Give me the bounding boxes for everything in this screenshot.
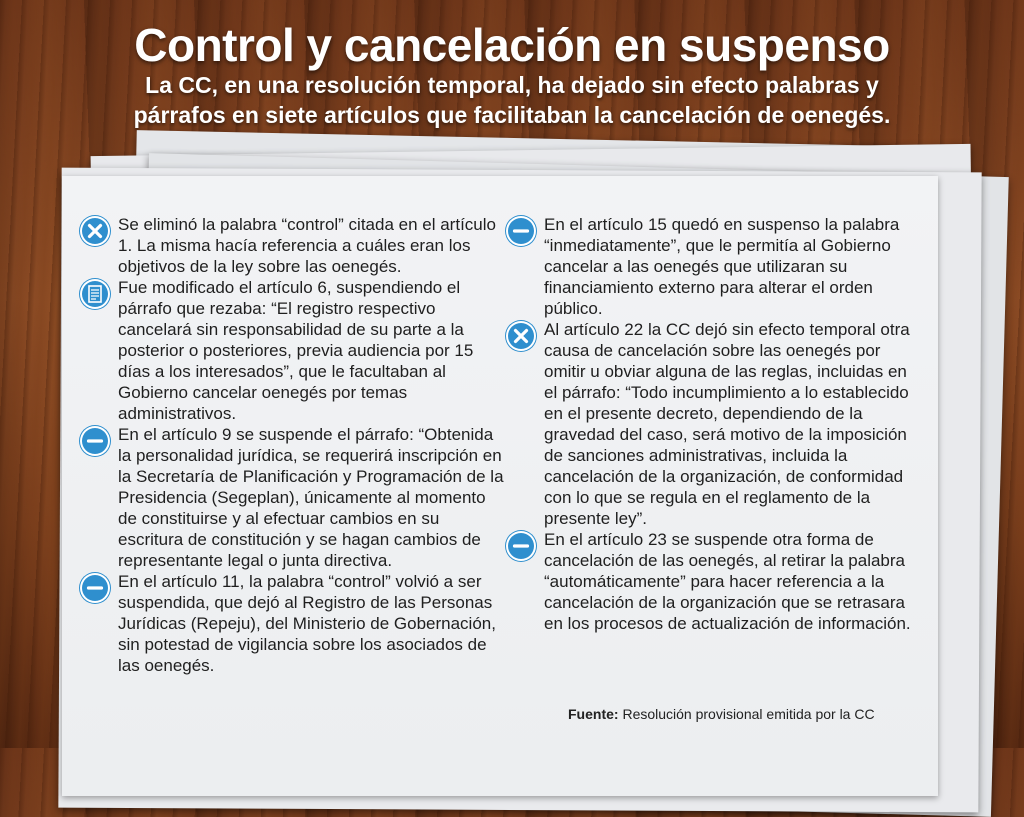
subtitle-line-1: La CC, en una resolución temporal, ha dejado sin efecto palabras y xyxy=(145,72,879,98)
list-item xyxy=(118,424,506,571)
source-note xyxy=(568,706,875,722)
source-label: Fuente: xyxy=(568,706,619,722)
list-item xyxy=(544,214,916,319)
minus-circle-icon xyxy=(506,216,536,246)
item-text: En el artículo 23 se suspende otra forma de cancelación de las oenegés, al retirar la palabra “automáticamente” para hacer referencia a la cancelación de la organización que se retrasara en los procesos de actualización de información. xyxy=(544,530,911,633)
x-circle-icon xyxy=(506,321,536,351)
right-column xyxy=(544,214,916,634)
list-item xyxy=(544,529,916,634)
list-item xyxy=(118,214,506,277)
list-item xyxy=(118,277,506,424)
minus-circle-icon xyxy=(506,531,536,561)
item-text: Al artículo 22 la CC dejó sin efecto temporal otra causa de cancelación sobre las oenegés por omitir u obviar alguna de las reglas, incluidas en el párrafo: “Todo incumplimiento a lo establecido en el presente decreto, dependiendo de la gravedad del caso, será motivo de la imposición de sanciones administrativas, incluida la cancelación de la organización, de conformidad con lo que se regula en el reglamento de la presente ley”. xyxy=(544,320,910,528)
subtitle-line-2: párrafos en siete artículos que facilitaban la cancelación de oenegés. xyxy=(133,102,891,128)
item-text: En el artículo 11, la palabra “control” volvió a ser suspendida, que dejó al Registro de las Personas Jurídicas (Repeju), del Ministerio de Gobernación, sin potestad de vigilancia sobre los asociados de las oenegés. xyxy=(118,572,496,675)
list-item xyxy=(544,319,916,529)
item-text: Fue modificado el artículo 6, suspendiendo el párrafo que rezaba: “El registro respectivo cancelará sin responsabilidad de su parte a la posterior o posteriores, previa audiencia por 15 días a los interesados”, que le facultaban al Gobierno cancelar oenegés por temas administrativos. xyxy=(118,278,474,423)
item-text: En el artículo 15 quedó en suspenso la palabra “inmediatamente”, que le permitía al Gobierno cancelar a las oenegés que utilizaran su financiamiento externo para alterar el orden público. xyxy=(544,215,900,318)
minus-circle-icon xyxy=(80,426,110,456)
subtitle xyxy=(40,70,984,130)
item-text: Se eliminó la palabra “control” citada en el artículo 1. La misma hacía referencia a cuáles eran los objetivos de la ley sobre las oenegés. xyxy=(118,215,496,276)
minus-circle-icon xyxy=(80,573,110,603)
page-title: Control y cancelación en suspenso xyxy=(134,19,890,71)
source-text: Resolución provisional emitida por la CC xyxy=(622,706,875,722)
list-item xyxy=(118,571,506,676)
x-circle-icon xyxy=(80,216,110,246)
item-text: En el artículo 9 se suspende el párrafo: “Obtenida la personalidad jurídica, se requerirá inscripción en la Secretaría de Planificación y Programación de la Presidencia (Segeplan), únicamente al momento de constituirse y al efectuar cambios en su escritura de constitución y se hagan cambios de representante legal o junta directiva. xyxy=(118,425,504,570)
left-column xyxy=(118,214,506,676)
paper-sheet-main xyxy=(62,176,938,796)
document-icon xyxy=(80,279,110,309)
